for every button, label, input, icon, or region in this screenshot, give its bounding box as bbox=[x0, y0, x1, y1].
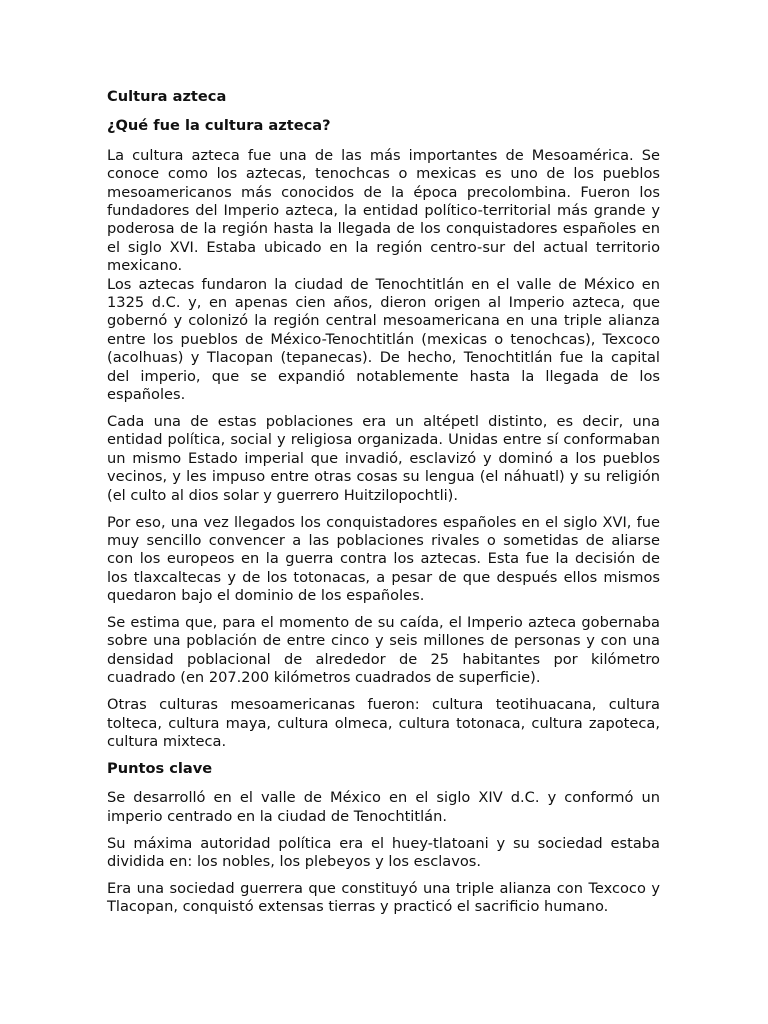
paragraph-conquest: Por eso, una vez llegados los conquistadores españoles en el siglo XVI, fue muy sencillo convencer a las poblaciones rivales o sometidas de aliarse con los europeos en la guerra contra los aztecas. Esta fue la decisión de los tlaxcaltecas y de los totonacas, a pesar de que después ellos mismos quedaron bajo el dominio de los españoles. bbox=[107, 513, 660, 605]
document-title: Cultura azteca bbox=[107, 88, 227, 105]
key-point-item: Era una sociedad guerrera que constituyó una triple alianza con Texcoco y Tlacopan, conquistó extensas tierras y practicó el sacrificio humano. bbox=[107, 879, 660, 916]
paragraph-intro: La cultura azteca fue una de las más importantes de Mesoamérica. Se conoce como los aztecas, tenochcas o mexicas es uno de los pueblos mesoamericanos más conocidos de la época precolombina. Fueron los fundadores del Imperio azteca, la entidad político-territorial más grande y poderosa de la región hasta la llegada de los conquistadores españoles en el siglo XVI. Estaba ubicado en la región centro-sur del actual territorio mexicano. bbox=[107, 146, 660, 275]
key-points-heading: Puntos clave bbox=[107, 759, 213, 777]
paragraph-foundation: Los aztecas fundaron la ciudad de Tenochtitlán en el valle de México en 1325 d.C. y, en apenas cien años, dieron origen al Imperio azteca, que gobernó y colonizó la región central mesoamericana en una triple alianza entre los pueblos de México-Tenochtitlán (mexicas o tenochcas), Texcoco (acolhuas) y Tlacopan (tepanecas). De hecho, Tenochtitlán fue la capital del imperio, que se expandió notablemente hasta la llegada de los españoles. bbox=[107, 275, 660, 404]
paragraph-altepetl: Cada una de estas poblaciones era un altépetl distinto, es decir, una entidad política, social y religiosa organizada. Unidas entre sí conformaban un mismo Estado imperial que invadió, esclavizó y dominó a los pueblos vecinos, y les impuso entre otras cosas su lengua (el náhuatl) y su religión (el culto al dios solar y guerrero Huitzilopochtli). bbox=[107, 413, 660, 504]
paragraph-population: Se estima que, para el momento de su caída, el Imperio azteca gobernaba sobre una población de entre cinco y seis millones de personas y con una densidad poblacional de alrededor de 25 habitantes por kilómetro cuadrado (en 207.200 kilómetros cuadrados de superficie). bbox=[107, 614, 660, 687]
paragraph-other-cultures: Otras culturas mesoamericanas fueron: cultura teotihuacana, cultura tolteca, cultura maya, cultura olmeca, cultura totonaca, cultura zapoteca, cultura mixteca. bbox=[107, 696, 660, 750]
document-subtitle: ¿Qué fue la cultura azteca? bbox=[107, 117, 331, 135]
key-point-item: Su máxima autoridad política era el huey-tlatoani y su sociedad estaba dividida en: los nobles, los plebeyos y los esclavos. bbox=[107, 834, 660, 871]
document-page bbox=[107, 88, 660, 925]
key-point-item: Se desarrolló en el valle de México en el siglo XIV d.C. y conformó un imperio centrado en la ciudad de Tenochtitlán. bbox=[107, 789, 660, 825]
